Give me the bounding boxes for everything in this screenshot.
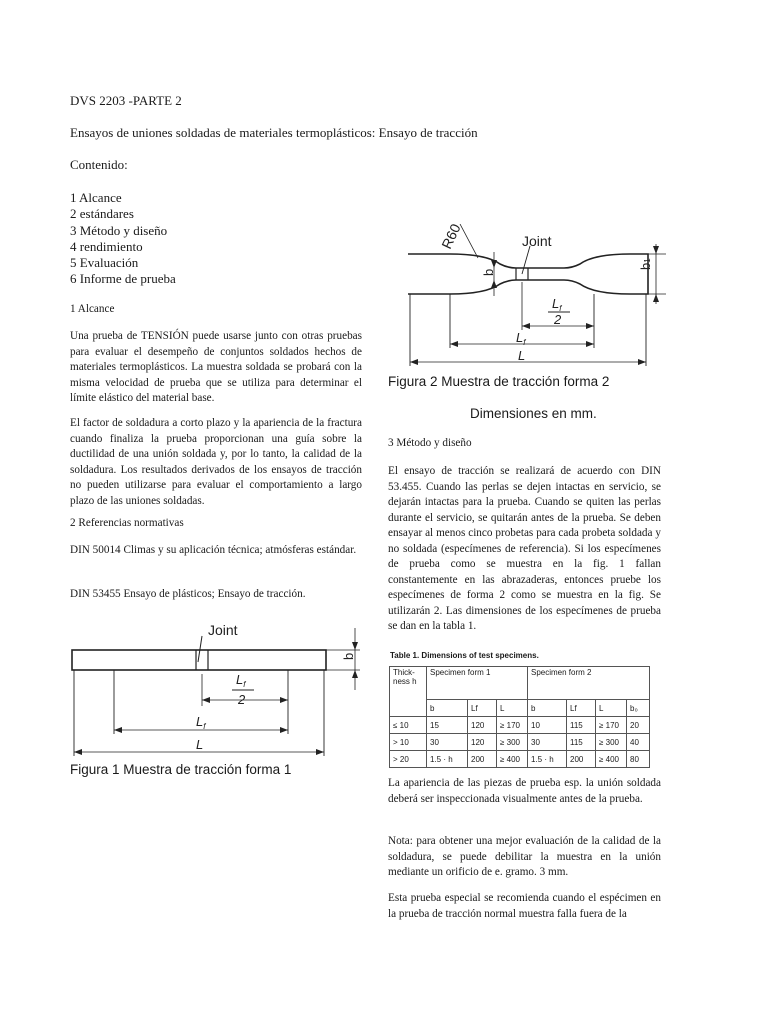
table-cell: ≥ 170 [596,717,627,734]
table-subheader: b₀ [627,700,650,717]
toc-item: 2 estándares [70,206,134,222]
table-cell: ≥ 170 [497,717,528,734]
table-subheader: b [528,700,567,717]
table-cell: 115 [567,717,596,734]
fig1-l-label: L [196,737,204,752]
figure-1 [68,618,368,768]
section3-paragraph-3: Nota: para obtener una mejor evaluación de la calidad de la soldadura, se puede debilitar la muestra en la unión mediante un orificio de e. gramo. 3 mm. [388,835,661,878]
table-cell: 80 [627,751,650,768]
reference-din-50014: DIN 50014 Climas y su aplicación técnica; atmósferas estándar. [70,544,357,556]
table-cell: 120 [468,717,497,734]
section1-heading: 1 Alcance [70,303,115,315]
section1-paragraph-1: Una prueba de TENSIÓN puede usarse junto con otras pruebas para evaluar el desempeño de conjuntos soldados hechos de materiales termoplásticos. La muestra soldada se probará con la misma velocidad de prueba que se utiliza para determinar el límite elástico del material base. [70,330,362,404]
table-cell: 10 [528,717,567,734]
toc-item: 4 rendimiento [70,238,143,254]
figure-1-caption: Figura 1 Muestra de tracción forma 1 [70,762,292,777]
fig2-b-label: b [481,268,496,276]
table-cell: 120 [468,734,497,751]
table-cell: > 10 [390,734,427,751]
document-id: DVS 2203 -PARTE 2 [70,93,182,108]
fig1-b-label: b [341,652,356,660]
toc-item: 3 Método y diseño [70,222,168,238]
figure-2-drawing [404,224,672,374]
table-of-contents [70,190,176,288]
table-cell: 20 [627,717,650,734]
toc-item: 5 Evaluación [70,255,139,271]
fig2-l-label: L [518,348,526,363]
figure-1-drawing [68,618,368,768]
fig2-b1-label: b1 [638,258,653,270]
section3-heading: 3 Método y diseño [388,437,472,449]
table-subheader: Lf [468,700,497,717]
fig2-r60-label: R60 [438,224,464,252]
section3-paragraph-2: La apariencia de las piezas de prueba esp. la unión soldada deberá ser inspeccionada visualmente antes de la prueba. [388,777,661,805]
fig1-two-label: 2 [238,692,246,707]
table-cell: ≥ 300 [596,734,627,751]
table-cell: 15 [427,717,468,734]
table-row [390,717,650,734]
fig1-joint-label: Joint [208,622,238,638]
figure-2-caption: Figura 2 Muestra de tracción forma 2 [388,374,610,389]
table-cell: 1.5 · h [528,751,567,768]
table-cell: 115 [567,734,596,751]
table-cell: 40 [627,734,650,751]
section3-paragraph-4: Esta prueba especial se recomienda cuando el espécimen en la prueba de tracción normal muestra falla fuera de la [388,892,661,920]
table-subheader: b [427,700,468,717]
figure-2 [404,224,672,374]
fig2-lf-label: $L_f$ [516,330,526,347]
table-header-form-2: Specimen form 2 [528,667,650,700]
table-1-caption: Table 1. Dimensions of test specimens. [390,651,539,660]
document-subtitle: Ensayos de uniones soldadas de materiales termoplásticos: Ensayo de tracción [70,125,478,140]
table-cell: ≥ 400 [596,751,627,768]
fig1-lf-half-label: $L_f$ [236,672,246,689]
table-cell: 200 [468,751,497,768]
section2-heading: 2 Referencias normativas [70,517,184,529]
table-cell: ≥ 300 [497,734,528,751]
section3-paragraph-1: El ensayo de tracción se realizará de acuerdo con DIN 53.455. Cuando las perlas se dejen intactas en servicio, se dejarán intactas para la prueba. Cuando se quiten las perlas durante el servicio, se quitarán antes de la prueba. Se deben ensayar al menos cinco probetas para cada probeta soldada y no soldada (especímenes de referencia). Si los especímenes de prueba como se muestra en la fig. 1 fallan constantemente en las abrazaderas, entonces pruebe los especímenes de forma 2 como se muestra en la fig. Se utilizarán 2. Las dimensiones de los especímenes de prueba se dan en la tabla 1. [388,465,661,632]
table-cell: > 20 [390,751,427,768]
table-cell: ≤ 10 [390,717,427,734]
table-cell: 200 [567,751,596,768]
table-cell: 30 [427,734,468,751]
table-header-form-1: Specimen form 1 [427,667,528,700]
fig2-lf-half-label: $L_f$ [552,296,562,313]
table-cell: 1.5 · h [427,751,468,768]
table-subheader: Lf [567,700,596,717]
table-subheader: L [497,700,528,717]
table-cell: 30 [528,734,567,751]
table-row [390,734,650,751]
figure-2-units: Dimensiones en mm. [470,406,597,421]
table-header-thickness: Thick-ness h [390,667,427,717]
toc-item: 1 Alcance [70,190,122,205]
toc-title: Contenido: [70,157,128,172]
reference-din-53455: DIN 53455 Ensayo de plásticos; Ensayo de tracción. [70,588,306,600]
table-subheader: L [596,700,627,717]
table-row [390,751,650,768]
table-cell: ≥ 400 [497,751,528,768]
dimensions-table [389,666,650,768]
toc-item: 6 Informe de prueba [70,271,176,287]
table-1 [389,666,650,768]
section1-paragraph-2: El factor de soldadura a corto plazo y la apariencia de la fractura cuando finaliza la prueba proporcionan una guía sobre la ductilidad de una unión soldada y, por lo tanto, la calidad de la soldadura. Los resultados derivados de los ensayos de tracción no pueden utilizarse para evaluar el comportamiento a largo plazo de las uniones soldadas. [70,417,362,507]
fig2-two-label: 2 [554,312,562,327]
fig1-lf-label: $L_f$ [196,714,206,731]
fig2-joint-label: Joint [522,233,552,249]
